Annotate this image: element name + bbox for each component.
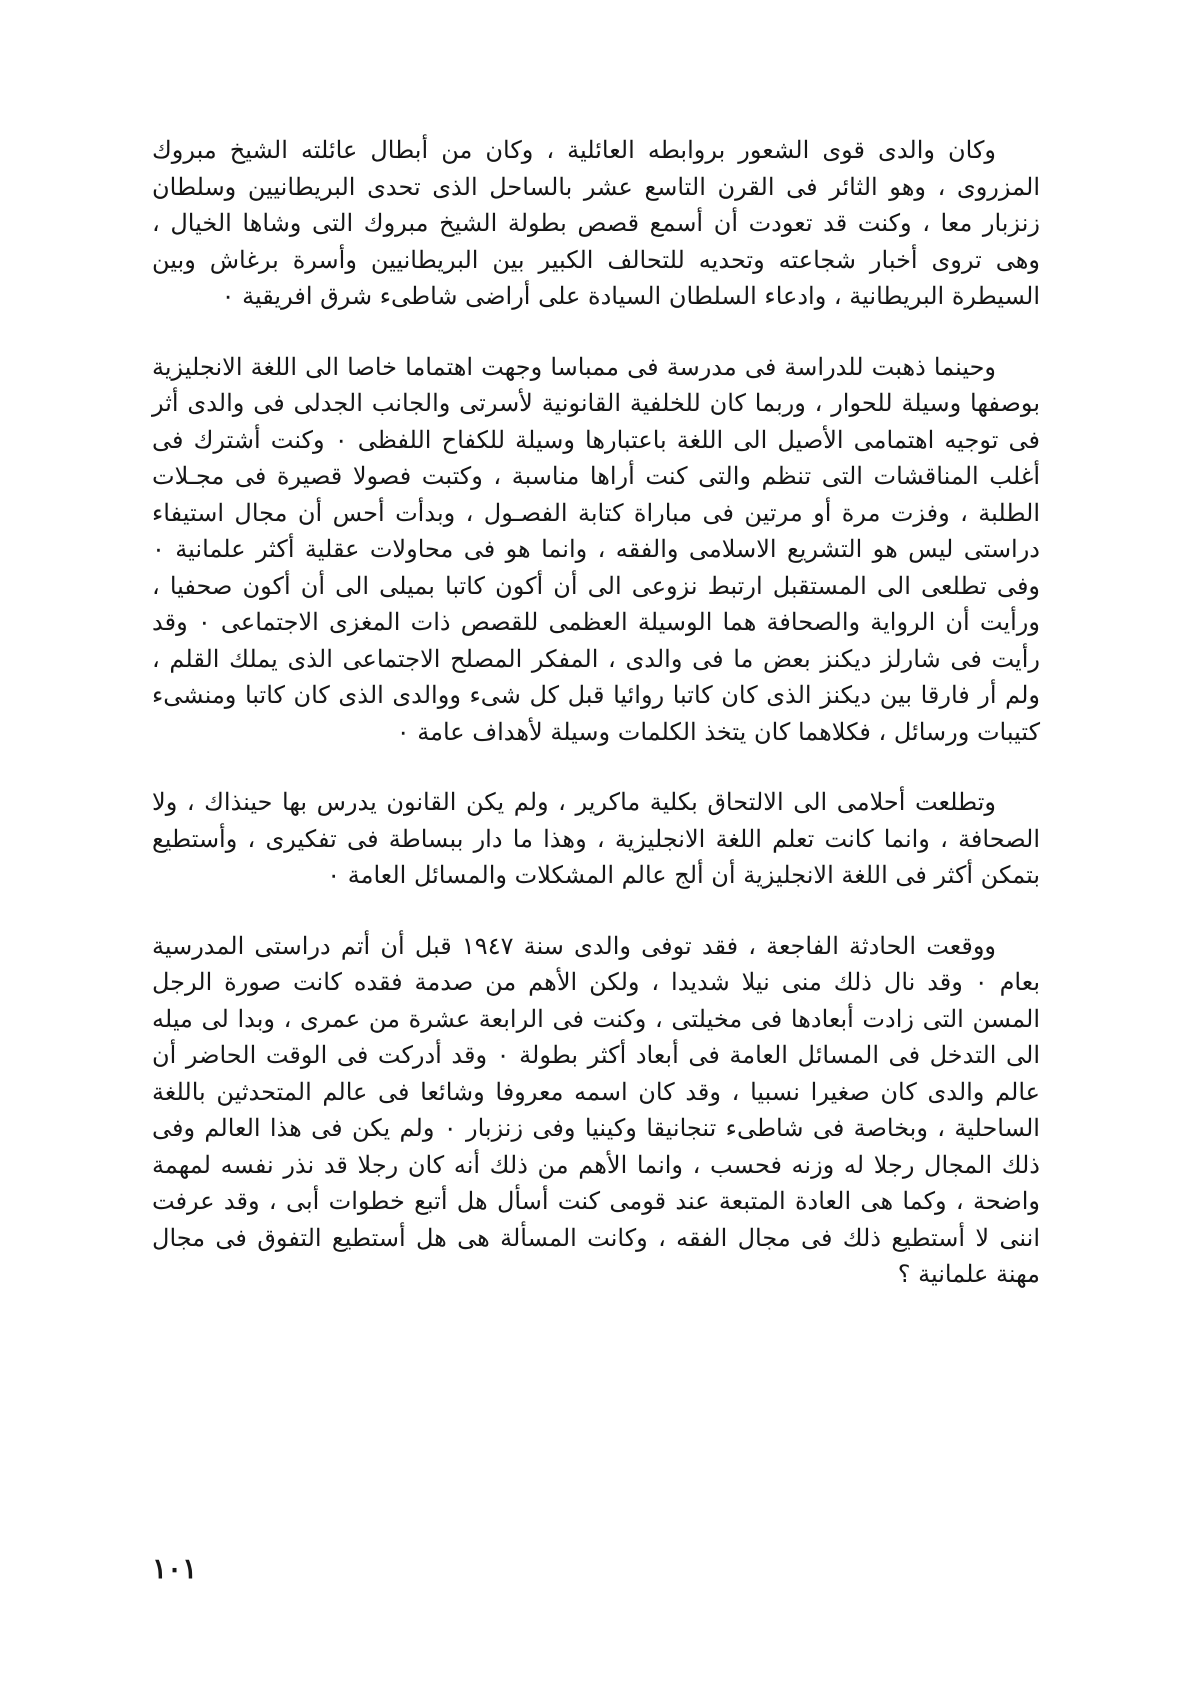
paragraph-4: ووقعت الحادثة الفاجعة ، فقد توفى والدى سنة ١٩٤٧ قبل أن أتم دراستى المدرسية بعام ٠ وقد نال ذلك منى نيلا شديدا ، ولكن الأهم من صدمة فقده كانت صورة الرجل المسن التى زادت أبعادها فى مخيلتى ، وكنت فى الرابعة عشرة من عمرى ، وبدا لى ميله الى التدخل فى المسائل العامة فى أبعاد أكثر بطولة ٠ وقد أدركت فى الوقت الحاضر أن عالم والدى كان صغيرا نسبيا ، وقد كان اسمه معروفا وشائعا فى عالم المتحدثين باللغة الساحلية ، وبخاصة فى شاطىء تنجانيقا وكينيا وفى زنزبار ٠ ولم يكن فى هذا العالم وفى ذلك المجال رجلا له وزنه فحسب ، وانما الأهم من ذلك أنه كان رجلا قد نذر نفسه لمهمة واضحة ، وكما هى العادة المتبعة عند قومى كنت أسأل هل أتبع خطوات أبى ، وقد عرفت اننى لا أستطيع ذلك فى مجال الفقه ، وكانت المسألة هى هل أستطيع التفوق فى مجال مهنة علمانية ؟ — [152, 931, 1041, 1288]
body-text — [152, 132, 1040, 1293]
paragraph-2: وحينما ذهبت للدراسة فى مدرسة فى ممباسا وجهت اهتماما خاصا الى اللغة الانجليزية بوصفها وسيلة للحوار ، وربما كان للخلفية القانونية لأسرتى والجانب الجدلى فى والدى أثر فى توجيه اهتمامى الأصيل الى اللغة باعتبارها وسيلة للكفاح اللفظى ٠ وكنت أشترك فى أغلب المناقشات التى تنظم والتى كنت أراها مناسبة ، وكتبت فصولا قصيرة فى مجـلات الطلبة ، وفزت مرة أو مرتين فى مباراة كتابة الفصـول ، وبدأت أحس أن مجال استيفاء دراستى ليس هو التشريع الاسلامى والفقه ، وانما هو فى محاولات عقلية أكثر علمانية ٠ وفى تطلعى الى المستقبل ارتبط نزوعى الى أن أكون كاتبا بميلى الى أن أكون صحفيا ، ورأيت أن الرواية والصحافة هما الوسيلة العظمى للقصص ذات المغزى الاجتماعى ٠ وقد رأيت فى شارلز ديكنز بعض ما فى والدى ، المفكر المصلح الاجتماعى الذى يملك القلم ، ولم أر فارقا بين ديكنز الذى كان كاتبا روائيا قبل كل شىء ووالدى الذى كان كاتبا ومنشىء كتيبات ورسائل ، فكلاهما كان يتخذ الكلمات وسيلة لأهداف عامة ٠ — [152, 352, 1041, 746]
paragraph-1: وكان والدى قوى الشعور بروابطه العائلية ، وكان من أبطال عائلته الشيخ مبروك المزروى ، وهو الثائر فى القرن التاسع عشر بالساحل الذى تحدى البريطانيين وسلطان زنزبار معا ، وكنت قد تعودت أن أسمع قصص بطولة الشيخ مبروك التى وشاها الخيال ، وهى تروى أخبار شجاعته وتحديه للتحالف الكبير بين البريطانيين وأسرة برغاش وبين السيطرة البريطانية ، وادعاء السلطان السيادة على أراضى شاطىء شرق افريقية ٠ — [152, 136, 1040, 310]
paragraph-3: وتطلعت أحلامى الى الالتحاق بكلية ماكرير ، ولم يكن القانون يدرس بها حينذاك ، ولا الصحافة ، وانما كانت تعلم اللغة الانجليزية ، وهذا ما دار ببساطة فى تفكيرى ، وأستطيع بتمكن أكثر فى اللغة الانجليزية أن ألج عالم المشكلات والمسائل العامة ٠ — [152, 788, 1041, 889]
page-number: ١٠١ — [152, 1552, 198, 1585]
